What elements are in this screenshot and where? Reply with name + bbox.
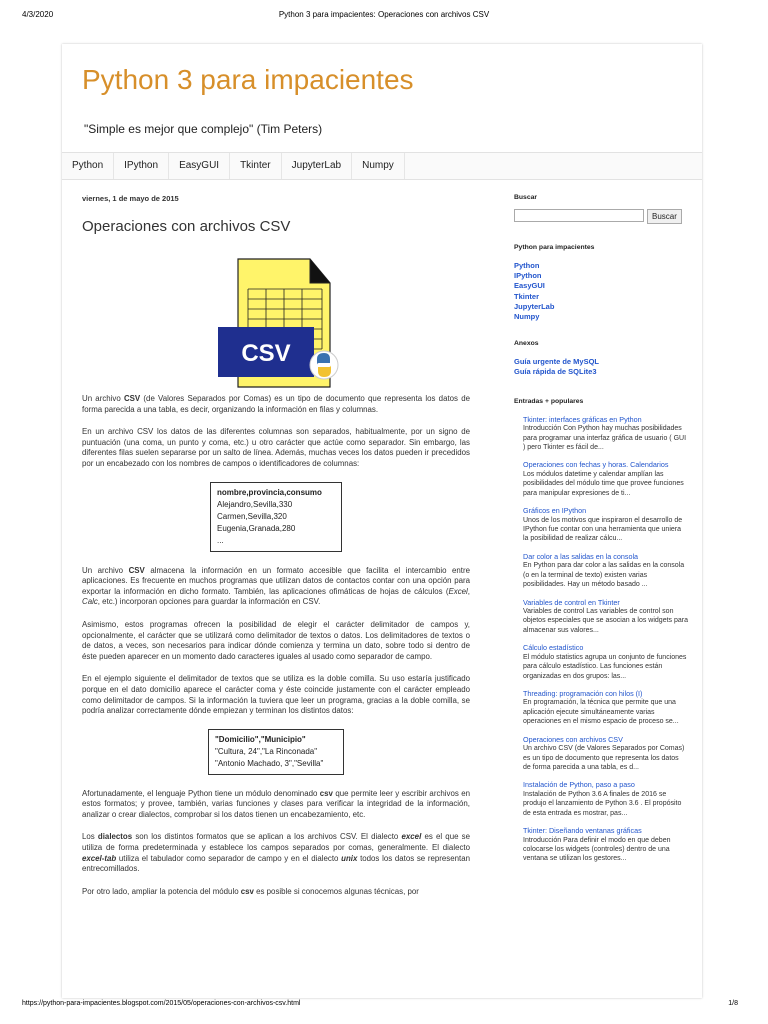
blog-page [62, 44, 702, 998]
paragraph: Un archivo CSV almacena la información en un formato accesible que facilita el intercambio entre aplicaciones. Es frecuente en muchos programas que utilizan datos de contactos contar con una opción para exportar la información en dicho formato. También, las aplicaciones ofimáticas de hojas de cálculos (Excel, Calc, etc.) incorporan opciones para guardar la información en CSV. [82, 565, 470, 607]
anexo-link-mysql[interactable]: Guía urgente de MySQL [514, 357, 600, 367]
popular-title-link[interactable]: Operaciones con fechas y horas. Calendarios [523, 460, 669, 470]
blog-description: "Simple es mejor que complejo" (Tim Peters) [84, 122, 323, 136]
popular-snippet: Introducción Para definir el modo en que deben colocarse los widgets (controles) dentro de una ventana se utilizan los gestores... [523, 836, 671, 863]
search-button[interactable]: Buscar [647, 209, 682, 224]
anexos-heading: Anexos [514, 340, 539, 348]
popular-title-link[interactable]: Operaciones con archivos CSV [523, 734, 623, 744]
popular-snippet: Instalación de Python 3.6 A finales de 2016 se produjo el lanzamiento de Python 3.6 . El propósito de esta entrada es mostrar, pas... [523, 790, 682, 817]
print-title: Python 3 para impacientes: Operaciones con archivos CSV [278, 10, 490, 19]
popular-snippet: Los módulos datetime y calendar amplían las posibilidades del módulo time que provee funciones para manipular expresiones de ti... [523, 470, 684, 497]
print-page-number: 1/8 [728, 1000, 738, 1007]
paragraph: Un archivo CSV (de Valores Separados por Comas) es un tipo de documento que representa los datos de forma parecida a una tabla, es decir, organizando la información en filas y columnas. [82, 394, 470, 414]
sidebar-link-ipython[interactable]: IPython [514, 271, 542, 281]
popular-item [523, 735, 688, 773]
popular-item [523, 506, 688, 544]
tab-ipython[interactable]: IPython [114, 153, 169, 179]
popular-title-link[interactable]: Gráficos en IPython [523, 506, 587, 516]
print-date: 4/3/2020 [22, 10, 54, 19]
search-input[interactable] [514, 209, 644, 222]
print-url: https://python-para-impacientes.blogspot.com/2015/05/operaciones-con-archivos-csv.html [22, 1000, 301, 1007]
print-header [0, 6, 768, 20]
paragraph: Por otro lado, ampliar la potencia del módulo csv es posible si conocemos algunas técnicas, por [82, 886, 419, 896]
popular-item [523, 780, 688, 818]
tab-python[interactable]: Python [62, 153, 114, 179]
code-example-2: "Domicilio","Municipio" "Cultura, 24","La Rinconada" "Antonio Machado, 3","Sevilla" [208, 729, 344, 775]
popular-snippet: El módulo statistics agrupa un conjunto de funciones para cálculo estadístico. Las funciones están organizadas en dos grupos: las... [523, 653, 687, 680]
blog-title[interactable]: Python 3 para impacientes [82, 64, 414, 95]
popular-title-link[interactable]: Cálculo estadístico [523, 643, 584, 653]
post-body [82, 394, 470, 909]
tab-tkinter[interactable]: Tkinter [230, 153, 282, 179]
paragraph: En el ejemplo siguiente el delimitador de textos que se utiliza es la doble comilla. Su uso estaría justificado porque en el dato domicilio aparece el carácter coma y éste coincide justamente con el carácter empleado como delimitador de campos. Si la información la tuviera que leer un programa, gracias a la doble comilla, se podría analizar correctamente dónde empiezan y terminan los distintos datos: [82, 674, 470, 716]
sidebar-link-python[interactable]: Python [514, 261, 540, 270]
popular-title-link[interactable]: Instalación de Python, paso a paso [523, 780, 635, 790]
popular-snippet: En programación, la técnica que permite que una aplicación ejecute simultáneamente varias operaciones en el mismo espacio de proceso se... [523, 699, 679, 726]
sidebar [514, 194, 689, 872]
popular-snippet: Un archivo CSV (de Valores Separados por Comas) es un tipo de documento que representa los datos de forma parecida a una tabla, es d... [523, 745, 685, 771]
sidebar-link-jupyterlab[interactable]: JupyterLab [514, 301, 555, 311]
sidebar-link-numpy[interactable]: Numpy [514, 312, 540, 322]
post [82, 194, 474, 395]
tab-jupyterlab[interactable]: JupyterLab [282, 153, 352, 179]
sidebar-link-tkinter[interactable]: Tkinter [514, 291, 540, 301]
anexo-link-sqlite[interactable]: Guía rápida de SQLite3 [514, 367, 597, 377]
popular-item [523, 826, 688, 864]
popular-snippet: Variables de control Las variables de control son objetos especiales que se asocian a los widgets para almacenar sus valores... [523, 608, 688, 634]
anexos-list [514, 357, 689, 377]
popular-item [523, 643, 688, 681]
popular-item [523, 552, 688, 590]
popular-item [523, 689, 688, 727]
page-tabs [62, 152, 702, 180]
tab-numpy[interactable]: Numpy [352, 153, 405, 179]
code-example-1: nombre,provincia,consumo Alejandro,Sevilla,330 Carmen,Sevilla,320 Eugenia,Granada,280 ... [210, 482, 342, 552]
popular-snippet: En Python para dar color a las salidas en la consola (o en la terminal de texto) existen varias posibilidades. Hay un método basado ... [523, 562, 685, 589]
popular-item [523, 415, 688, 453]
links-list [514, 261, 689, 322]
popular-title-link[interactable]: Tkinter: interfaces gráficas en Python [523, 414, 642, 424]
paragraph: Asimismo, estos programas ofrecen la posibilidad de elegir el carácter delimitador de campos y, opcionalmente, el carácter que se utilizará como delimitador de textos o datos. Los delimitadores de textos o de datos, a veces, son necesarios para indicar dónde comienza y termina un dato, sobre todo si dentro de éste pueden aparecer en un momento dado caracteres iguales al usado como separador de campo. [82, 619, 470, 661]
post-title[interactable]: Operaciones con archivos CSV [82, 218, 291, 235]
paragraph: Afortunadamente, el lenguaje Python tiene un módulo denominado csv que permite leer y escribir archivos en estos formatos; y provee, también, varias funciones y clases para verificar la integridad de la información, analizar o crear dialectos, comprobar si los datos tienen un encabezamiento, etc. [82, 788, 471, 819]
popular-snippet: Introducción Con Python hay muchas posibilidades para programar una interfaz gráfica de usuario ( GUI ) pero Tkinter es fácil de... [523, 425, 687, 451]
csv-icon-label: CSV [241, 340, 291, 367]
popular-title-link[interactable]: Variables de control en Tkinter [523, 597, 620, 607]
popular-item [523, 460, 688, 498]
tab-easygui[interactable]: EasyGUI [169, 153, 230, 179]
sidebar-link-easygui[interactable]: EasyGUI [514, 281, 545, 291]
popular-title-link[interactable]: Dar color a las salidas en la consola [523, 551, 639, 561]
post-date: viernes, 1 de mayo de 2015 [82, 194, 179, 203]
search-heading: Buscar [514, 194, 538, 201]
paragraph: Los dialectos son los distintos formatos que se aplican a los archivos CSV. El dialecto excel es el que se utiliza de forma predeterminada y establece los campos separados por comas, generalmente. El dialecto excel-tab utiliza el tabulador como separador de campo y en el dialecto unix todos los datos se representan entrecomillados. [82, 832, 470, 874]
csv-file-icon [218, 255, 368, 395]
popular-snippet: Unos de los motivos que inspiraron el desarrollo de IPython fue contar con una herramienta que uniera la posibilidad de realizar cálcu... [523, 516, 683, 543]
search-row [514, 209, 689, 224]
popular-item [523, 598, 688, 636]
popular-title-link[interactable]: Tkinter: Diseñando ventanas gráficas [523, 826, 642, 836]
paragraph: En un archivo CSV los datos de las diferentes columnas son separados, habitualmente, por un signo de puntuación (una coma, un punto y coma, etc.) u otro carácter que actúe como separador. Sin embargo, las diferentes filas suelen separarse por un salto de línea. Además, muchas veces los datos pueden ir precedidos por un encabezado con los nombres de campos o identificadores de columnas: [82, 427, 470, 468]
links-heading: Python para impacientes [514, 244, 595, 251]
popular-heading: Entradas + populares [514, 397, 584, 405]
popular-title-link[interactable]: Threading: programación con hilos (I) [523, 688, 643, 698]
